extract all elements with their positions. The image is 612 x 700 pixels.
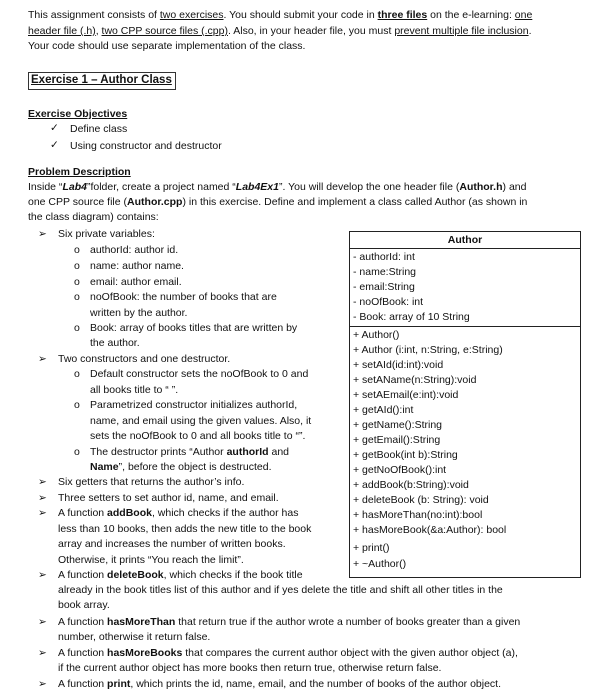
uml-attribute: - authorId: int xyxy=(353,251,415,263)
list-item-cont: Name”, before the object is destructed. xyxy=(90,461,272,473)
list-item: name: author name. xyxy=(90,260,184,272)
list-item-cont: written by the author. xyxy=(90,307,188,319)
list-item: Parametrized constructor initializes authorId, xyxy=(90,399,298,411)
uml-divider xyxy=(350,326,580,327)
uml-class-box xyxy=(349,231,581,578)
list-item: noOfBook: the number of books that are xyxy=(90,291,277,303)
arrow-bullet-icon: ➢ xyxy=(38,353,47,365)
list-item-cont: sets the noOfBook to 0 and all books title to “”. xyxy=(90,430,306,442)
intro-line-1: This assignment consists of two exercises. You should submit your code in three files on the e-learning: one xyxy=(28,9,533,21)
list-item: Default constructor sets the noOfBook to 0 and xyxy=(90,368,309,380)
arrow-bullet-icon: ➢ xyxy=(38,507,47,519)
list-item: A function addBook, which checks if the author has xyxy=(58,507,299,519)
uml-method: + hasMoreThan(no:int):bool xyxy=(353,509,483,521)
objective-item: Define class xyxy=(70,123,128,135)
intro-two-exercises: two exercises xyxy=(159,9,224,21)
circle-bullet-icon: o xyxy=(74,244,80,256)
list-item-cont: less than 10 books, then adds the new title to the book xyxy=(58,523,312,535)
circle-bullet-icon: o xyxy=(74,368,80,380)
intro-line-2: header file (.h), two CPP source files (.cpp). Also, in your header file, you must prevent multiple file inclusion. xyxy=(28,25,532,37)
arrow-bullet-icon: ➢ xyxy=(38,476,47,488)
circle-bullet-icon: o xyxy=(74,322,80,334)
list-item: authorId: author id. xyxy=(90,244,179,256)
list-item: Six getters that returns the author’s info. xyxy=(58,476,245,488)
exercise-heading: Exercise 1 – Author Class xyxy=(31,74,172,86)
list-item-cont: array and increases the number of written books. xyxy=(58,538,286,550)
list-item: Three setters to set author id, name, and email. xyxy=(58,492,279,504)
list-item-cont: if the current author object has more books then return true, otherwise return false. xyxy=(58,662,442,674)
check-icon: ✓ xyxy=(50,122,59,134)
objectives-title: Exercise Objectives xyxy=(28,108,128,120)
problem-line-3: the class diagram) contains: xyxy=(28,211,159,223)
uml-attribute: - noOfBook: int xyxy=(353,296,424,308)
list-item-cont: name, and email using the given values. Also, it xyxy=(90,415,312,427)
uml-method: + getBook(int b):String xyxy=(353,449,458,461)
uml-method: + setAId(id:int):void xyxy=(353,359,444,371)
uml-attribute: - email:String xyxy=(353,281,415,293)
arrow-bullet-icon: ➢ xyxy=(38,647,47,659)
objective-item: Using constructor and destructor xyxy=(70,140,222,152)
arrow-bullet-icon: ➢ xyxy=(38,616,47,628)
uml-method: + Author (i:int, n:String, e:String) xyxy=(353,344,503,356)
problem-line-2: one CPP source file (Author.cpp) in this exercise. Define and implement a class called Author (as shown in xyxy=(28,196,528,208)
intro-three-files: three files xyxy=(377,9,428,21)
circle-bullet-icon: o xyxy=(74,399,80,411)
arrow-bullet-icon: ➢ xyxy=(38,492,47,504)
uml-method: + hasMoreBook(&a:Author): bool xyxy=(353,524,507,536)
arrow-bullet-icon: ➢ xyxy=(38,228,47,240)
uml-method: + getAId():int xyxy=(353,404,414,416)
list-item-cont: all books title to “ ”. xyxy=(90,384,179,396)
circle-bullet-icon: o xyxy=(74,291,80,303)
list-item: Six private variables: xyxy=(58,228,155,240)
circle-bullet-icon: o xyxy=(74,260,80,272)
uml-method: + getEmail():String xyxy=(353,434,441,446)
list-item-cont: already in the book titles list of this author and if yes delete the title and shift all other titles in the xyxy=(58,584,503,596)
uml-class-name: Author xyxy=(447,234,483,246)
list-item-cont: Otherwise, it prints “You reach the limit”. xyxy=(58,554,244,566)
uml-method: + print() xyxy=(353,542,390,554)
uml-method: + setAEmail(e:int):void xyxy=(353,389,459,401)
problem-title: Problem Description xyxy=(28,166,131,178)
uml-method: + deleteBook (b: String): void xyxy=(353,494,489,506)
uml-method: + getName():String xyxy=(353,419,442,431)
uml-method: + setAName(n:String):void xyxy=(353,374,477,386)
intro-line-3: Your code should use separate implementation of the class. xyxy=(28,40,306,52)
list-item-cont: book array. xyxy=(58,599,110,611)
list-item-cont: number, otherwise it return false. xyxy=(58,631,211,643)
uml-divider xyxy=(350,248,580,249)
uml-method: + addBook(b:String):void xyxy=(353,479,469,491)
list-item: email: author email. xyxy=(90,276,182,288)
arrow-bullet-icon: ➢ xyxy=(38,569,47,581)
uml-attribute: - name:String xyxy=(353,266,417,278)
arrow-bullet-icon: ➢ xyxy=(38,678,47,690)
list-item: The destructor prints “Author authorId and xyxy=(90,446,289,458)
list-item: Two constructors and one destructor. xyxy=(58,353,231,365)
uml-method: + getNoOfBook():int xyxy=(353,464,447,476)
circle-bullet-icon: o xyxy=(74,276,80,288)
list-item: A function print, which prints the id, name, email, and the number of books of the author object. xyxy=(58,678,502,690)
problem-line-1: Inside “Lab4”folder, create a project named “Lab4Ex1”. You will develop the one header file (Author.h) and xyxy=(28,181,527,193)
uml-method: + ~Author() xyxy=(353,558,407,570)
list-item: A function deleteBook, which checks if the book title xyxy=(58,569,303,581)
uml-attribute: - Book: array of 10 String xyxy=(353,311,470,323)
uml-method: + Author() xyxy=(353,329,400,341)
check-icon: ✓ xyxy=(50,139,59,151)
circle-bullet-icon: o xyxy=(74,446,80,458)
list-item: A function hasMoreThan that return true if the author wrote a number of books greater than a given xyxy=(58,616,521,628)
list-item-cont: the author. xyxy=(90,337,140,349)
list-item: Book: array of books titles that are written by xyxy=(90,322,298,334)
list-item: A function hasMoreBooks that compares the current author object with the given author object (a), xyxy=(58,647,518,659)
